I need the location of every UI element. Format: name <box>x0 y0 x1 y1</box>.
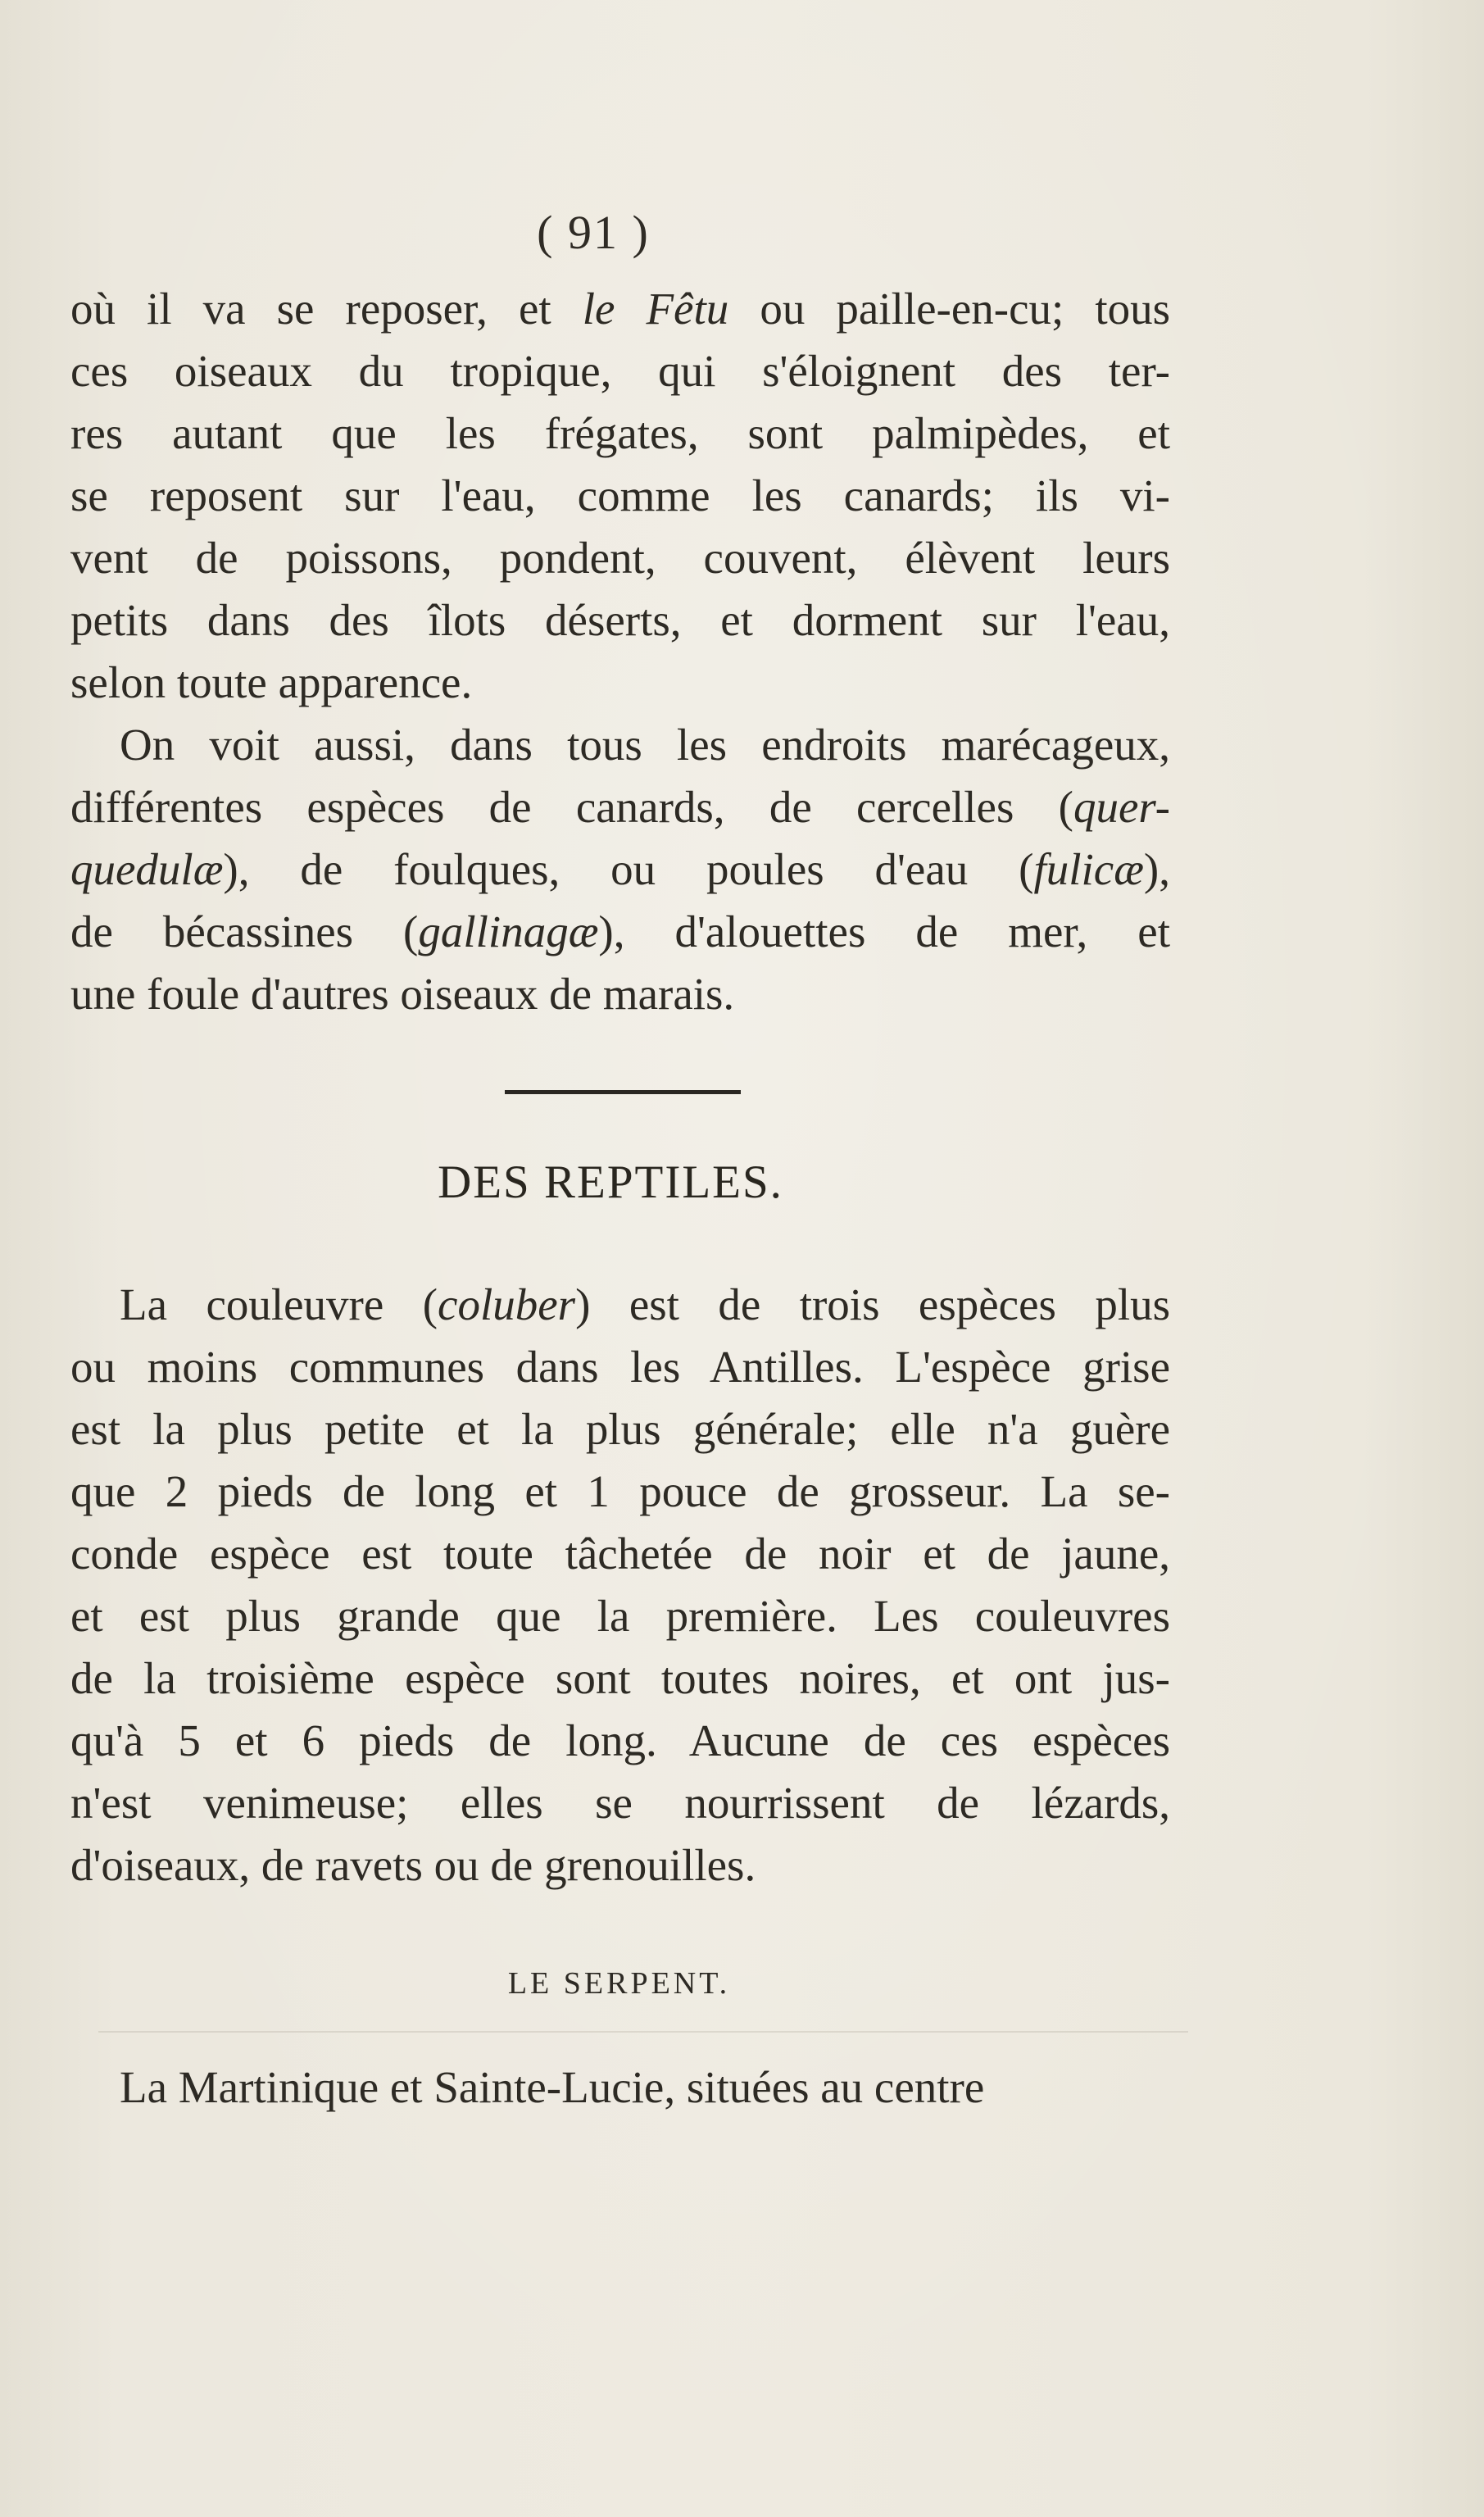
text-line: de bécassines (gallinagæ), d'alouettes de mer, et <box>70 906 1170 956</box>
page-number: ( 91 ) <box>537 206 650 259</box>
subsection-heading: LE SERPENT. <box>507 1966 731 2001</box>
text-line: se reposent sur l'eau, comme les canards; ils vi- <box>70 470 1170 520</box>
text-line: est la plus petite et la plus générale; elle n'a guère <box>70 1404 1170 1454</box>
text-line: n'est venimeuse; elles se nourrissent de lézards, <box>70 1778 1170 1828</box>
text-line: La Martinique et Sainte-Lucie, situées au centre <box>120 2062 985 2112</box>
text-line: ou moins communes dans les Antilles. L'espèce grise <box>70 1342 1170 1392</box>
section-heading: DES REPTILES. <box>438 1156 783 1208</box>
text-line: de la troisième espèce sont toutes noires, et ont jus- <box>70 1653 1170 1703</box>
text-line: différentes espèces de canards, de cercelles (quer- <box>70 782 1170 832</box>
text-line: que 2 pieds de long et 1 pouce de grosseur. La se- <box>70 1466 1170 1516</box>
text-line: conde espèce est toute tâchetée de noir et de jaune, <box>70 1529 1170 1579</box>
text-line: res autant que les frégates, sont palmipèdes, et <box>70 408 1170 458</box>
text-line: La couleuvre (coluber) est de trois espèces plus <box>120 1279 1171 1329</box>
text-line: quedulæ), de foulques, ou poules d'eau (fulicæ), <box>70 844 1170 894</box>
text-line: On voit aussi, dans tous les endroits marécageux, <box>120 720 1170 770</box>
text-line: selon toute apparence. <box>70 657 473 707</box>
text-line: qu'à 5 et 6 pieds de long. Aucune de ces espèces <box>70 1715 1170 1765</box>
text-line: et est plus grande que la première. Les couleuvres <box>70 1591 1170 1641</box>
text-line: petits dans des îlots déserts, et dorment sur l'eau, <box>70 595 1170 645</box>
text-line: vent de poissons, pondent, couvent, élèvent leurs <box>70 533 1170 583</box>
section-divider <box>505 1090 741 1094</box>
text-line: ces oiseaux du tropique, qui s'éloignent des ter- <box>70 346 1170 396</box>
text-line: d'oiseaux, de ravets ou de grenouilles. <box>70 1840 756 1890</box>
text-line: une foule d'autres oiseaux de marais. <box>70 969 735 1019</box>
text-line: où il va se reposer, et le Fêtu ou paille-en-cu; tous <box>70 284 1171 334</box>
faint-divider <box>98 2031 1188 2033</box>
